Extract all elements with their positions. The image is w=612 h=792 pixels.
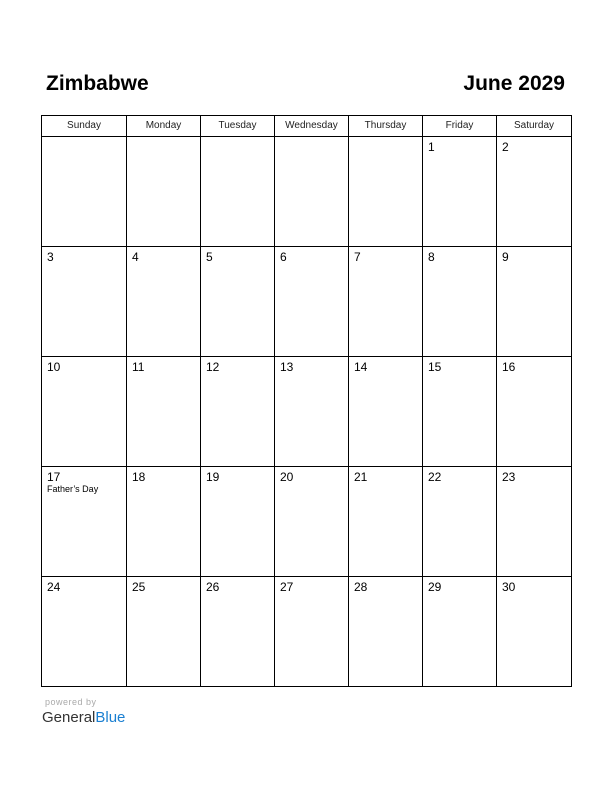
powered-by-text: powered by [45, 697, 97, 707]
day-cell [201, 137, 275, 247]
day-number: 19 [206, 470, 220, 484]
day-cell [42, 577, 127, 687]
day-cell [42, 247, 127, 357]
day-number: 1 [428, 140, 435, 154]
week-row-2 [42, 247, 572, 357]
day-cell [349, 247, 423, 357]
weekday-header-row [42, 116, 572, 137]
day-cell [42, 357, 127, 467]
day-number: 25 [132, 580, 146, 594]
day-number: 30 [502, 580, 516, 594]
day-number: 29 [428, 580, 442, 594]
day-cell [349, 467, 423, 577]
day-cell [201, 577, 275, 687]
day-number: 2 [502, 140, 509, 154]
day-cell [127, 357, 201, 467]
month-year-title: June 2029 [463, 72, 565, 95]
event-label: Father’s Day [47, 484, 99, 494]
day-cell [349, 137, 423, 247]
day-number: 7 [354, 250, 361, 264]
brand-blue-text: Blue [95, 709, 126, 726]
calendar-grid [41, 115, 572, 687]
day-number: 17 [47, 470, 61, 484]
brand-general-text: General [42, 709, 96, 726]
day-cell [423, 467, 497, 577]
day-number: 23 [502, 470, 516, 484]
day-cell [201, 467, 275, 577]
day-cell [127, 247, 201, 357]
day-cell [423, 577, 497, 687]
day-cell [201, 357, 275, 467]
day-cell [127, 467, 201, 577]
weekday-header-friday: Friday [423, 116, 497, 137]
day-cell [201, 247, 275, 357]
day-number: 16 [502, 360, 516, 374]
weekday-header-wednesday: Wednesday [275, 116, 349, 137]
day-number: 28 [354, 580, 368, 594]
weekday-header-saturday: Saturday [497, 116, 572, 137]
day-number: 26 [206, 580, 220, 594]
day-cell [497, 467, 572, 577]
day-number: 12 [206, 360, 220, 374]
day-number: 6 [280, 250, 287, 264]
day-cell [275, 577, 349, 687]
day-number: 4 [132, 250, 139, 264]
day-cell [423, 247, 497, 357]
day-number: 20 [280, 470, 294, 484]
day-number: 10 [47, 360, 61, 374]
week-row-5 [42, 577, 572, 687]
day-cell [275, 247, 349, 357]
day-cell [423, 357, 497, 467]
day-number: 8 [428, 250, 435, 264]
day-number: 5 [206, 250, 213, 264]
day-number: 9 [502, 250, 509, 264]
day-cell [497, 577, 572, 687]
country-title: Zimbabwe [46, 72, 149, 95]
day-number: 18 [132, 470, 146, 484]
day-number: 15 [428, 360, 442, 374]
day-cell [275, 467, 349, 577]
week-row-1 [42, 137, 572, 247]
day-cell [42, 467, 127, 577]
day-cell [349, 577, 423, 687]
day-cell [497, 137, 572, 247]
weekday-header-thursday: Thursday [349, 116, 423, 137]
day-number: 27 [280, 580, 294, 594]
day-cell [497, 247, 572, 357]
day-number: 13 [280, 360, 294, 374]
generalblue-logo[interactable] [42, 709, 125, 727]
week-row-4 [42, 467, 572, 577]
weekday-header-sunday: Sunday [42, 116, 127, 137]
day-cell [275, 357, 349, 467]
day-cell [423, 137, 497, 247]
day-cell [497, 357, 572, 467]
day-cell [349, 357, 423, 467]
day-number: 24 [47, 580, 61, 594]
day-cell [127, 137, 201, 247]
day-number: 3 [47, 250, 54, 264]
day-cell [275, 137, 349, 247]
day-number: 14 [354, 360, 368, 374]
day-cell [42, 137, 127, 247]
weekday-header-tuesday: Tuesday [201, 116, 275, 137]
day-number: 21 [354, 470, 368, 484]
day-cell [127, 577, 201, 687]
weekday-header-monday: Monday [127, 116, 201, 137]
week-row-3 [42, 357, 572, 467]
day-number: 22 [428, 470, 442, 484]
day-number: 11 [132, 360, 145, 374]
